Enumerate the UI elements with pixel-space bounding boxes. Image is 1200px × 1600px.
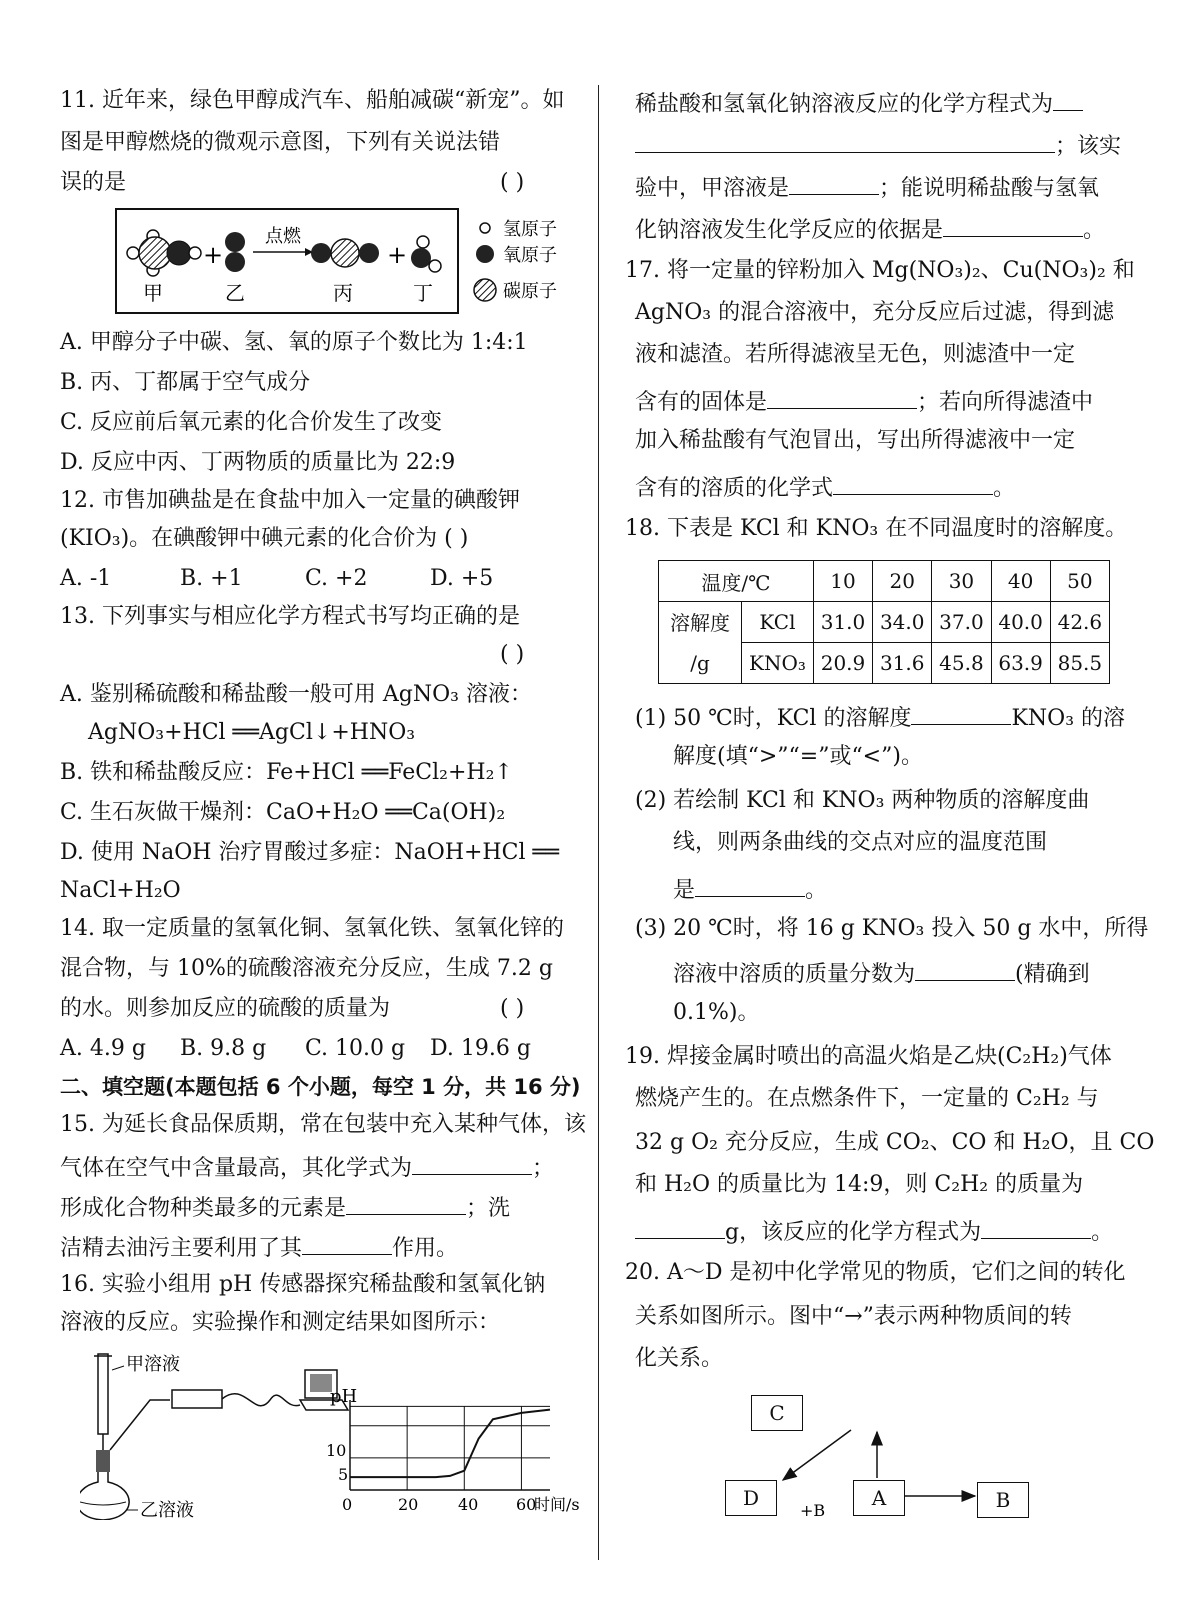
sensor (172, 1390, 222, 1408)
node-c: C (751, 1395, 803, 1431)
edge-label-plus-b: +B (800, 1501, 826, 1520)
q16-cont-line-1: 稀盐酸和氢氧化钠溶液反应的化学方程式为 (635, 86, 1083, 120)
q20-line-2: 关系如图所示。图中“→”表示两种物质间的转 (635, 1304, 1072, 1329)
stopper (96, 1450, 110, 1472)
q18-blank-2[interactable] (695, 872, 805, 897)
q17-line-3: 液和滤渣。若所得滤液呈无色，则滤渣中一定 (635, 342, 1076, 367)
q15-line-4: 洁精去油污主要利用了其 作用。 (60, 1230, 458, 1264)
molecule-bing (311, 239, 379, 267)
table-temp-40: 40 (991, 561, 1050, 602)
table-cell: 31.6 (873, 643, 932, 684)
q18-sub1-line-2: 解度(填“>”“=”或“<”)。 (673, 744, 923, 769)
q16-line-1: 16. 实验小组用 pH 传感器探究稀盐酸和氢氧化钠 (60, 1272, 546, 1297)
plus-sign-2: + (387, 241, 408, 269)
q14-option-b: B. 9.8 g (180, 1036, 267, 1061)
q16-blank-3[interactable] (943, 212, 1083, 237)
q11-option-b: B. 丙、丁都属于空气成分 (60, 370, 311, 395)
q18-sub3-line-2: 溶液中溶质的质量分数为 (精确到 (673, 956, 1090, 990)
sol-label-1: 溶解度 (670, 610, 730, 635)
q16-apparatus (80, 1350, 353, 1520)
q11-line-1: 11. 近年来，绿色甲醇成汽车、船舶减碳“新宠”。如 (60, 88, 565, 113)
table-header-temp: 温度/℃ (659, 561, 814, 602)
q12-line-1: 12. 市售加碘盐是在食盐中加入一定量的碘酸钾 (60, 488, 520, 513)
q20-line-3: 化关系。 (635, 1346, 724, 1371)
q18-intro: 18. 下表是 KCl 和 KNO₃ 在不同温度时的溶解度。 (625, 516, 1128, 541)
ph-chart (322, 1380, 582, 1515)
chart-xtick-40: 40 (458, 1495, 479, 1514)
q18-blank-1[interactable] (911, 700, 1011, 725)
q12-option-a: A. -1 (60, 566, 112, 591)
q13-option-a-equation: AgNO₃+HCl ══AgCl↓+HNO₃ (88, 720, 416, 745)
table-solubility-label (659, 602, 742, 684)
label-bing: 丙 (333, 281, 353, 305)
q17-blank-2[interactable] (833, 470, 993, 495)
q11-option-a: A. 甲醇分子中碳、氢、氧的原子个数比为 1:4:1 (60, 330, 528, 355)
chart-xtick-20: 20 (398, 1495, 419, 1514)
q14-option-c: C. 10.0 g (305, 1036, 406, 1061)
q11-option-d: D. 反应中丙、丁两物质的质量比为 22:9 (60, 450, 456, 475)
solubility-table (658, 560, 1110, 684)
ph-series-line (350, 1410, 550, 1478)
section-2-heading: 二、填空题(本题包括 6 个小题，每空 1 分，共 16 分) (60, 1075, 581, 1099)
molecule-jia (127, 230, 201, 276)
legend-hydrogen-icon (480, 223, 490, 233)
q17-line-4: 含有的固体是 ；若向所得滤渣中 (635, 384, 1093, 418)
q16-line-2: 溶液的反应。实验操作和测定结果如图所示： (60, 1310, 501, 1335)
legend-oxygen: 氧原子 (503, 245, 557, 266)
q18-sub1-line-1: (1) 50 ℃时，KCl 的溶解度 KNO₃ 的溶 (635, 700, 1125, 734)
q17-line-5: 加入稀盐酸有气泡冒出，写出所得滤液中一定 (635, 428, 1076, 453)
molecule-ding (411, 236, 441, 272)
q13-line-1: 13. 下列事实与相应化学方程式书写均正确的是 (60, 604, 520, 629)
node-a: A (853, 1480, 905, 1516)
q13-option-c: C. 生石灰做干燥剂：CaO+H₂O ══Ca(OH)₂ (60, 800, 506, 825)
q17-line-6: 含有的溶质的化学式 。 (635, 470, 1015, 504)
chart-ytick-5: 5 (338, 1465, 349, 1484)
q13-option-a: A. 鉴别稀硫酸和稀盐酸一般可用 AgNO₃ 溶液： (60, 682, 532, 707)
legend-hydrogen: 氢原子 (503, 219, 557, 240)
label-jia: 甲 (143, 281, 163, 305)
q19-line-5: g，该反应的化学方程式为 。 (635, 1214, 1113, 1248)
table-temp-20: 20 (873, 561, 932, 602)
q12-option-c: C. +2 (305, 566, 368, 591)
q14-option-d: D. 19.6 g (430, 1036, 531, 1061)
q13-option-d-cont: NaCl+H₂O (60, 878, 181, 903)
q11-line-3: 误的是 (60, 170, 127, 195)
table-cell: 34.0 (873, 602, 932, 643)
q13-option-d: D. 使用 NaOH 治疗胃酸过多症：NaOH+HCl ══ (60, 840, 559, 865)
q18-sub3-line-3: 0.1%)。 (673, 1000, 760, 1025)
q19-line-3: 32 g O₂ 充分反应，生成 CO₂、CO 和 H₂O，且 CO (635, 1130, 1155, 1155)
q18-blank-3[interactable] (915, 956, 1015, 981)
flask (80, 1472, 129, 1520)
chart-xlabel: 时间/s (534, 1495, 580, 1514)
q11-option-c: C. 反应前后氧元素的化合价发生了改变 (60, 410, 443, 435)
q11-line-2: 图是甲醇燃烧的微观示意图，下列有关说法错 (60, 130, 501, 155)
q16-blank-1b[interactable] (635, 128, 1055, 153)
q12-option-b: B. +1 (180, 566, 243, 591)
q15-line-3: 形成化合物种类最多的元素是 ；洗 (60, 1190, 510, 1224)
edge-c-d (783, 1430, 851, 1480)
chart-xtick-60: 60 (516, 1495, 537, 1514)
q18-sub3-line-1: (3) 20 ℃时，将 16 g KNO₃ 投入 50 g 水中，所得 (635, 916, 1149, 941)
q16-cont-line-3: 验中，甲溶液是 ；能说明稀盐酸与氢氧 (635, 170, 1099, 204)
table-cell: 42.6 (1050, 602, 1109, 643)
table-cell: 40.0 (991, 602, 1050, 643)
table-cell: 31.0 (813, 602, 872, 643)
sol-label-2: /g (690, 650, 710, 675)
label-jia-solution: 甲溶液 (126, 1354, 180, 1375)
q12-option-d: D. +5 (430, 566, 494, 591)
q11-answer-paren: ( ) (500, 170, 525, 195)
q20-line-1: 20. A～D 是初中化学常见的物质，它们之间的转化 (625, 1260, 1126, 1285)
q18-sub2-line-2: 线，则两条曲线的交点对应的温度范围 (673, 830, 1048, 855)
q18-sub2-line-1: (2) 若绘制 KCl 和 KNO₃ 两种物质的溶解度曲 (635, 788, 1090, 813)
legend-carbon-icon (474, 279, 496, 301)
q19-line-4: 和 H₂O 的质量比为 14:9，则 C₂H₂ 的质量为 (635, 1172, 1084, 1197)
node-d: D (725, 1480, 777, 1516)
chart-ytick-10: 10 (326, 1441, 347, 1460)
q17-blank-1[interactable] (767, 384, 917, 409)
q16-cont-line-2: ；该实 (635, 128, 1121, 162)
q16-blank-2[interactable] (789, 170, 879, 195)
q15-line-2: 气体在空气中含量最高，其化学式为 ； (60, 1150, 554, 1184)
q19-line-1: 19. 焊接金属时喷出的高温火焰是乙炔(C₂H₂)气体 (625, 1044, 1112, 1069)
burette (98, 1354, 108, 1434)
chart-xtick-0: 0 (342, 1495, 353, 1514)
q12-line-2: (KIO₃)。在碘酸钾中碘元素的化合价为 ( ) (60, 526, 469, 551)
table-row-kcl-name: KCl (742, 602, 814, 643)
table-row-kno3-name: KNO₃ (742, 643, 814, 684)
molecule-yi (225, 232, 245, 272)
q15-blank-1[interactable] (412, 1150, 532, 1175)
q14-line-3: 的水。则参加反应的硫酸的质量为 (60, 996, 391, 1021)
legend-oxygen-icon (476, 245, 494, 263)
q13-option-b: B. 铁和稀盐酸反应：Fe+HCl ══FeCl₂+H₂↑ (60, 760, 513, 785)
q14-line-1: 14. 取一定质量的氢氧化铜、氢氧化铁、氢氧化锌的 (60, 916, 564, 941)
q15-line-1: 15. 为延长食品保质期，常在包装中充入某种气体，该 (60, 1112, 586, 1137)
table-cell: 45.8 (932, 643, 991, 684)
label-yi: 乙 (225, 281, 245, 305)
q14-line-2: 混合物，与 10%的硫酸溶液充分反应，生成 7.2 g (60, 956, 553, 981)
table-temp-50: 50 (1050, 561, 1109, 602)
arrow-label: 点燃 (265, 226, 301, 247)
table-cell: 85.5 (1050, 643, 1109, 684)
label-yi-solution: 乙溶液 (140, 1500, 194, 1520)
table-cell: 20.9 (813, 643, 872, 684)
table-temp-30: 30 (932, 561, 991, 602)
label-ding: 丁 (413, 281, 433, 305)
chart-ylabel: pH (330, 1386, 358, 1407)
table-cell: 63.9 (991, 643, 1050, 684)
q16-blank-1a[interactable] (1053, 86, 1083, 111)
q14-option-a: A. 4.9 g (60, 1036, 146, 1061)
q15-blank-2[interactable] (346, 1190, 466, 1215)
q17-line-1: 17. 将一定量的锌粉加入 Mg(NO₃)₂、Cu(NO₃)₂ 和 (625, 258, 1135, 283)
legend-carbon: 碳原子 (503, 281, 557, 302)
q19-blank-1[interactable] (635, 1214, 725, 1239)
q15-blank-3[interactable] (302, 1230, 392, 1255)
q18-sub2-line-3: 是 。 (673, 872, 827, 906)
plus-sign-1: + (203, 241, 224, 269)
q11-molecule-diagram (115, 208, 625, 316)
table-temp-10: 10 (813, 561, 872, 602)
q13-answer-paren: ( ) (500, 642, 525, 667)
node-b: B (977, 1482, 1029, 1518)
q17-line-2: AgNO₃ 的混合溶液中，充分反应后过滤，得到滤 (635, 300, 1115, 325)
q19-line-2: 燃烧产生的。在点燃条件下，一定量的 C₂H₂ 与 (635, 1086, 1099, 1111)
table-cell: 37.0 (932, 602, 991, 643)
q16-cont-line-4: 化钠溶液发生化学反应的依据是 。 (635, 212, 1105, 246)
q19-blank-2[interactable] (981, 1214, 1091, 1239)
q14-answer-paren: ( ) (500, 996, 525, 1021)
